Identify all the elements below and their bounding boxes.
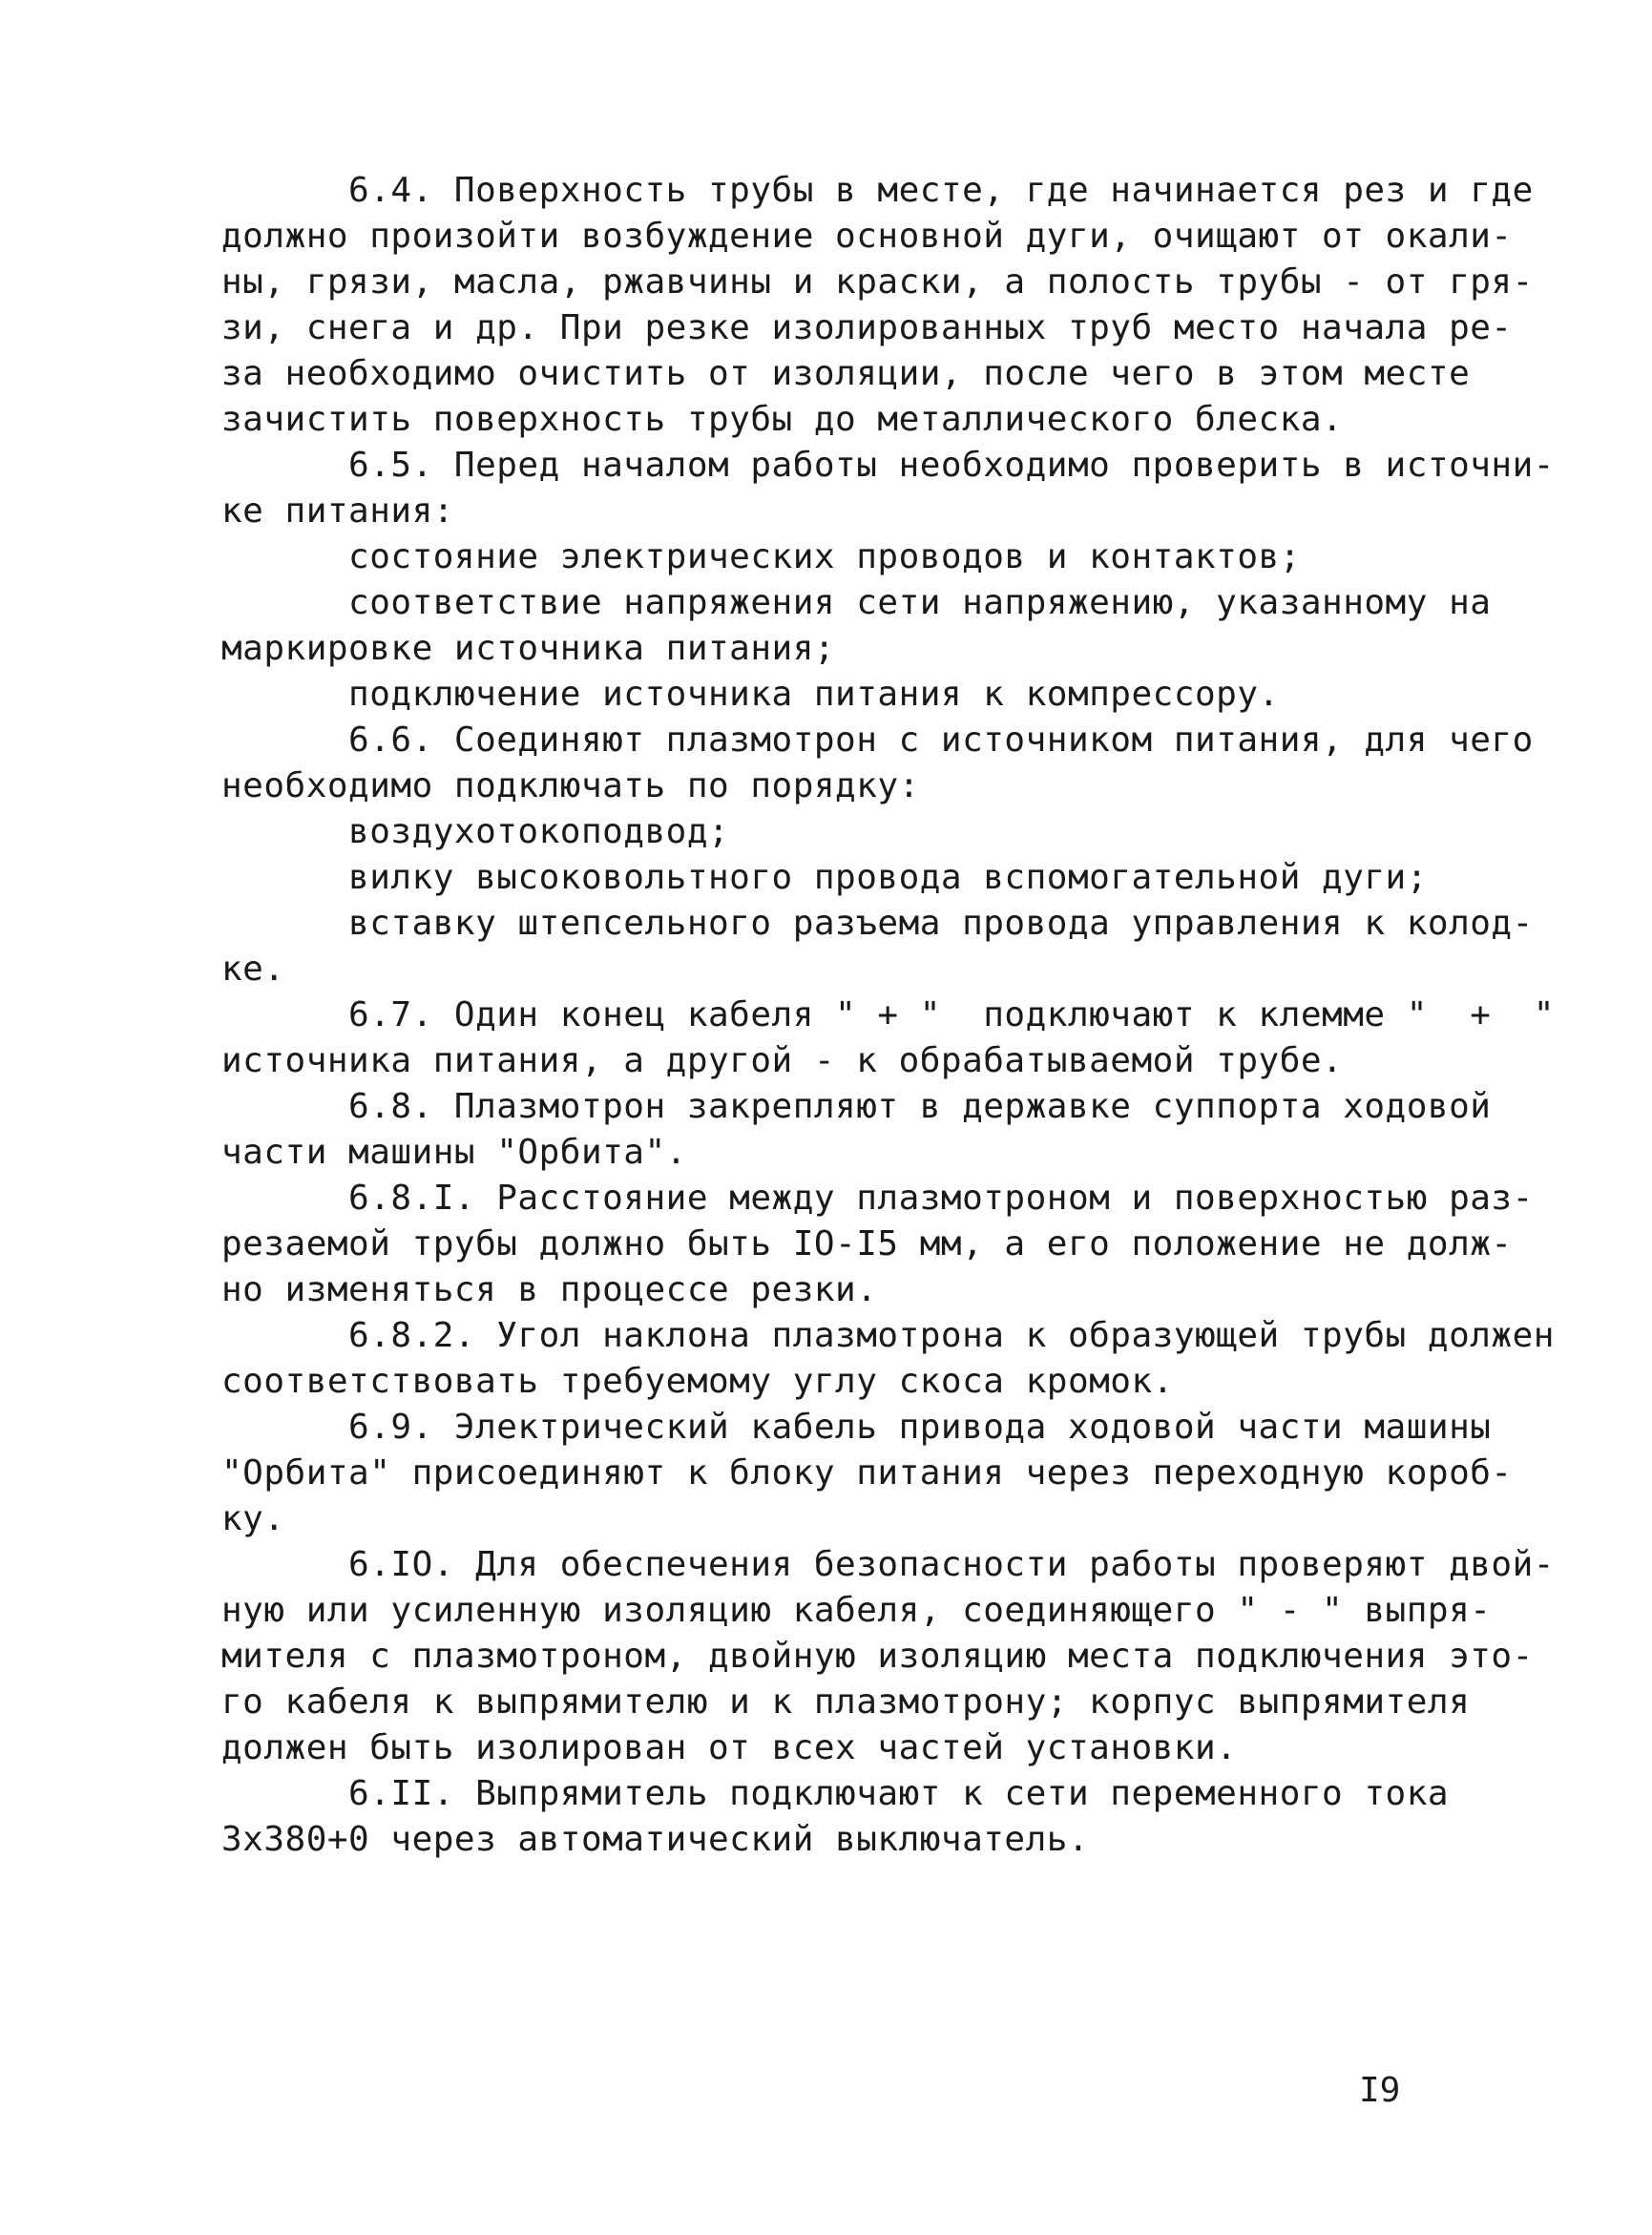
text-line: должно произойти возбуждение основной дуги, очищают от окали- — [221, 217, 1513, 256]
text-line: 6.7. Один конец кабеля " + " подключают к клемме " + " — [221, 995, 1555, 1034]
text-line: вставку штепсельного разъема провода управления к колод- — [221, 904, 1534, 943]
text-line: вилку высоковольтного провода вспомогательной дуги; — [221, 858, 1428, 897]
text-line: зи, снега и др. При резке изолированных труб место начала ре- — [221, 308, 1513, 347]
text-line: 6.8.I. Расстояние между плазмотроном и поверхностью раз- — [221, 1179, 1534, 1218]
text-line: должен быть изолирован от всех частей установки. — [221, 1728, 1238, 1767]
text-line: маркировке источника питания; — [221, 629, 836, 668]
text-line: зачистить поверхность трубы до металлического блеска. — [221, 400, 1344, 439]
text-line: за необходимо очистить от изоляции, после чего в этом месте — [221, 354, 1471, 393]
text-line: резаемой трубы должно быть IO-I5 мм, а его положение не долж- — [221, 1224, 1513, 1264]
text-line: 6.9. Электрический кабель привода ходовой части машины — [221, 1408, 1492, 1447]
text-line: ку. — [221, 1499, 285, 1538]
text-line: состояние электрических проводов и контактов; — [221, 537, 1301, 576]
text-line: 6.8.2. Угол наклона плазмотрона к образующей трубы должен — [221, 1316, 1555, 1355]
text-line: но изменяться в процессе резки. — [221, 1270, 878, 1309]
text-line: 3х380+0 через автоматический выключатель. — [221, 1820, 1090, 1859]
text-line: мителя с плазмотроном, двойную изоляцию места подключения это- — [221, 1637, 1534, 1676]
text-line: 6.8. Плазмотрон закрепляют в державке суппорта ходовой — [221, 1087, 1492, 1126]
text-line: "Орбита" присоединяют к блоку питания через переходную короб- — [221, 1453, 1513, 1493]
text-line: подключение источника питания к компрессору. — [221, 675, 1280, 714]
text-line: соответствовать требуемому углу скоса кромок. — [221, 1362, 1174, 1401]
text-line: ны, грязи, масла, ржавчины и краски, а полость трубы - от гря- — [221, 262, 1534, 302]
page-number: I9 — [1359, 2071, 1401, 2110]
text-line: воздухотокоподвод; — [221, 812, 730, 851]
text-line: 6.II. Выпрямитель подключают к сети переменного тока — [221, 1774, 1450, 1813]
text-line: источника питания, а другой - к обрабатываемой трубе. — [221, 1041, 1344, 1080]
text-line: 6.5. Перед началом работы необходимо проверить в источни- — [221, 446, 1555, 485]
text-line: ке. — [221, 950, 285, 989]
text-line: соответствие напряжения сети напряжению, указанному на — [221, 583, 1492, 622]
text-line: ную или усиленную изоляцию кабеля, соединяющего " - " выпря- — [221, 1591, 1492, 1630]
text-line: необходимо подключать по порядку: — [221, 766, 920, 805]
text-line: части машины "Орбита". — [221, 1133, 687, 1172]
text-line: ке питания: — [221, 491, 454, 531]
text-line: го кабеля к выпрямителю и к плазмотрону; корпус выпрямителя — [221, 1682, 1471, 1722]
text-line: 6.6. Соединяют плазмотрон с источником питания, для чего — [221, 721, 1534, 760]
text-line: 6.4. Поверхность трубы в месте, где начинается рез и где — [221, 171, 1534, 210]
text-line: 6.IO. Для обеспечения безопасности работы проверяют двой- — [221, 1545, 1555, 1584]
